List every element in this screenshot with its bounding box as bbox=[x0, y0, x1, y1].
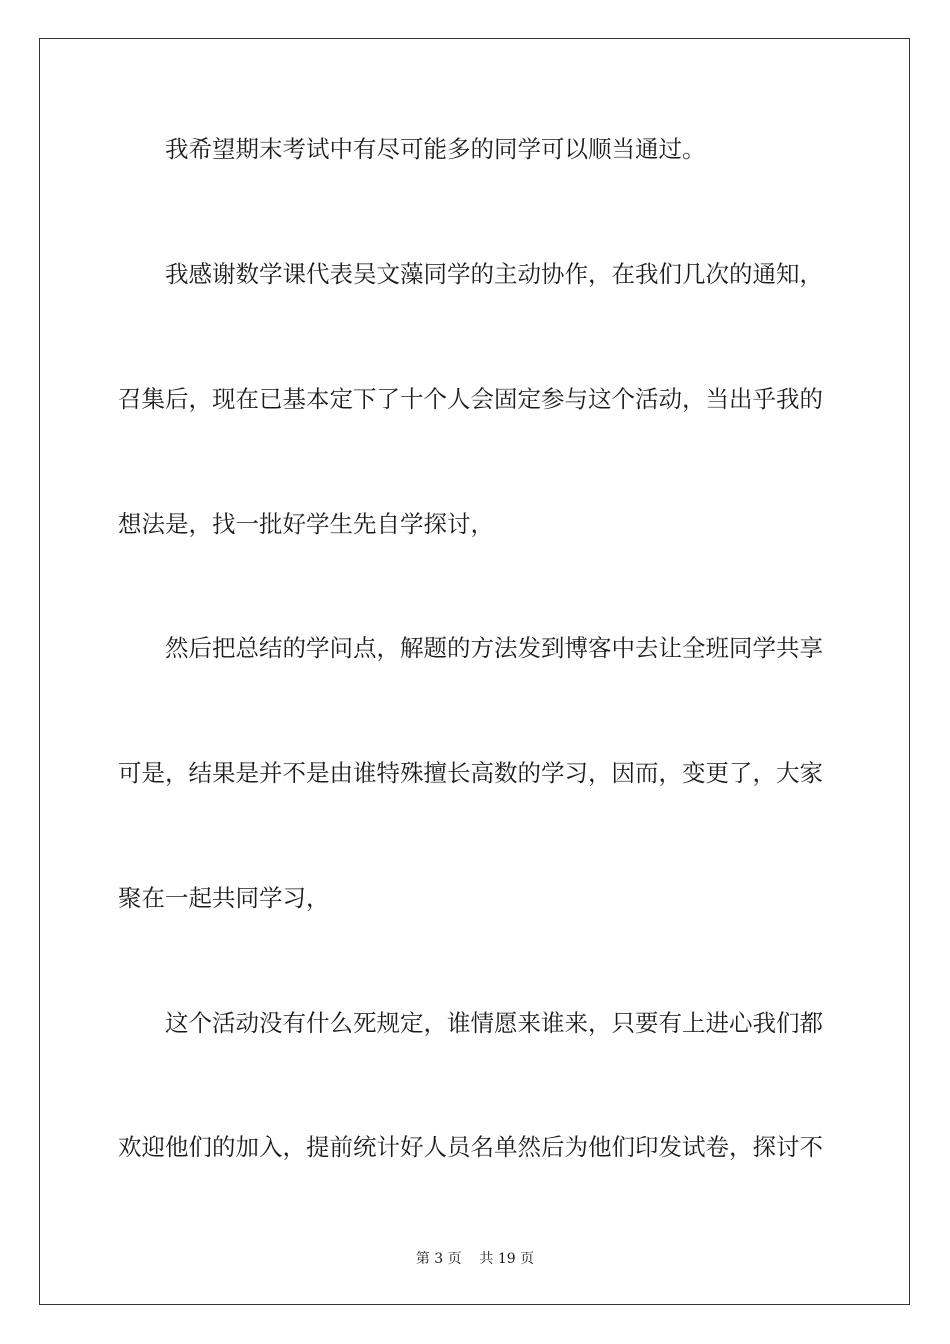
paragraph-line: 想法是，找一批好学生先自学探讨， bbox=[118, 510, 494, 538]
page-border bbox=[39, 38, 910, 1305]
paragraph-line: 可是，结果是并不是由谁特殊擅长高数的学习，因而，变更了，大家 bbox=[118, 759, 823, 787]
paragraph-line: 我感谢数学课代表吴文藻同学的主动协作，在我们几次的通知， bbox=[165, 260, 823, 288]
paragraph-line: 召集后，现在已基本定下了十个人会固定参与这个活动，当出乎我的 bbox=[118, 385, 823, 413]
paragraph-line: 然后把总结的学问点，解题的方法发到博客中去让全班同学共享 bbox=[165, 634, 823, 662]
paragraph-line: 聚在一起共同学习， bbox=[118, 884, 330, 912]
page-footer: 第 3 页 共 19 页 bbox=[415, 1251, 535, 1267]
paragraph-line: 我希望期末考试中有尽可能多的同学可以顺当通过。 bbox=[165, 135, 706, 163]
paragraph-line: 这个活动没有什么死规定，谁情愿来谁来，只要有上进心我们都 bbox=[165, 1009, 823, 1037]
paragraph-line: 欢迎他们的加入，提前统计好人员名单然后为他们印发试卷，探讨不 bbox=[118, 1133, 823, 1161]
